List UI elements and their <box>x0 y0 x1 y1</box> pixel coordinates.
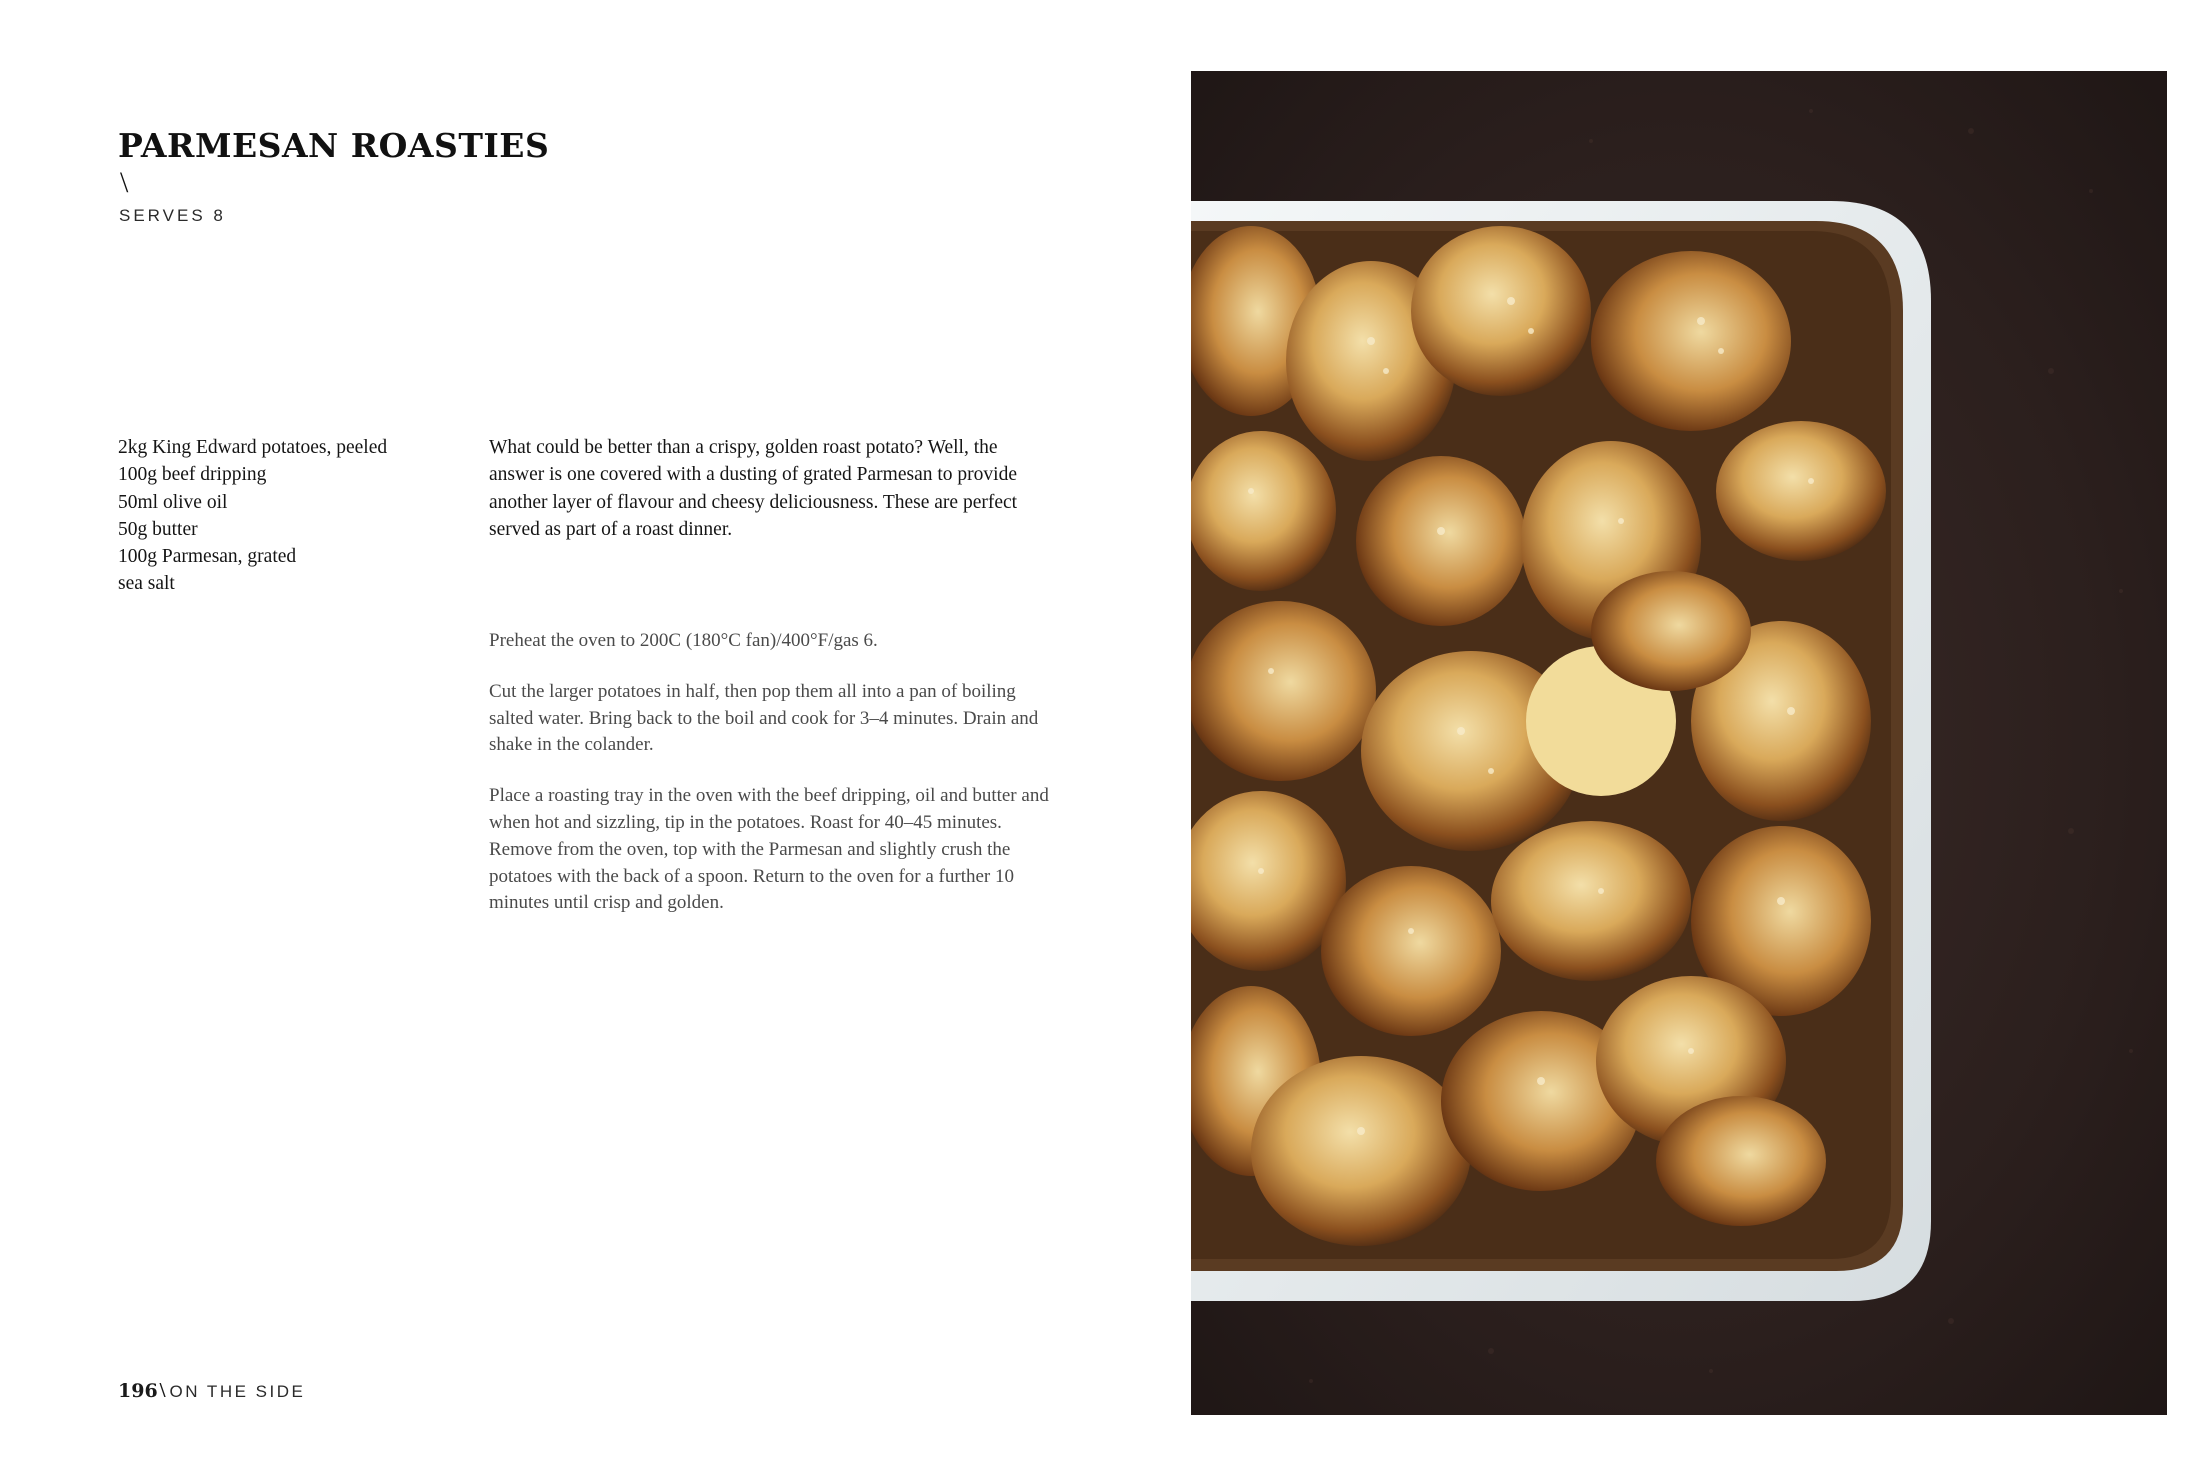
page-number: 196 <box>118 1380 158 1402</box>
roast-potatoes-image <box>1191 71 2167 1415</box>
method-step: Place a roasting tray in the oven with the beef dripping, oil and butter and when hot and sizzling, tip in the potatoes. Roast for 40–45 minutes. Remove from the oven, top with the Parmesan and slightly crush the potatoes with the back of a spoon. Return to the oven for a further 10 minutes until crisp and golden. <box>489 785 1049 914</box>
ingredient-item: 100g beef dripping <box>118 464 267 486</box>
footer-separator: \ <box>159 1378 166 1402</box>
serves-label: SERVES 8 <box>119 206 226 225</box>
page-footer <box>118 1378 305 1403</box>
ingredient-item: 50g butter <box>118 518 198 540</box>
ingredient-item: 2kg King Edward potatoes, peeled <box>118 437 388 458</box>
title-slash: \ <box>120 166 129 199</box>
method-step: Cut the larger potatoes in half, then pop them all into a pan of boiling salted water. Bring back to the boil and cook for 3–4 minutes. Drain and shake in the colander. <box>489 680 1039 756</box>
recipe-title: PARMESAN ROASTIES <box>118 126 550 165</box>
section-name: ON THE SIDE <box>169 1382 306 1401</box>
ingredient-item: sea salt <box>118 573 175 595</box>
recipe-intro: What could be better than a crispy, golden roast potato? Well, the answer is one covered with a dusting of grated Parmesan to provide another layer of flavour and cheesy deliciousness. These are perfect served as part of a roast dinner. <box>489 437 1018 540</box>
ingredient-item: 100g Parmesan, grated <box>118 546 297 568</box>
ingredient-item: 50ml olive oil <box>118 491 228 513</box>
dish-photo <box>1191 71 2167 1415</box>
method-step: Preheat the oven to 200C (180°C fan)/400°F/gas 6. <box>489 630 878 651</box>
method-steps <box>489 628 1049 941</box>
ingredient-list <box>118 434 448 598</box>
